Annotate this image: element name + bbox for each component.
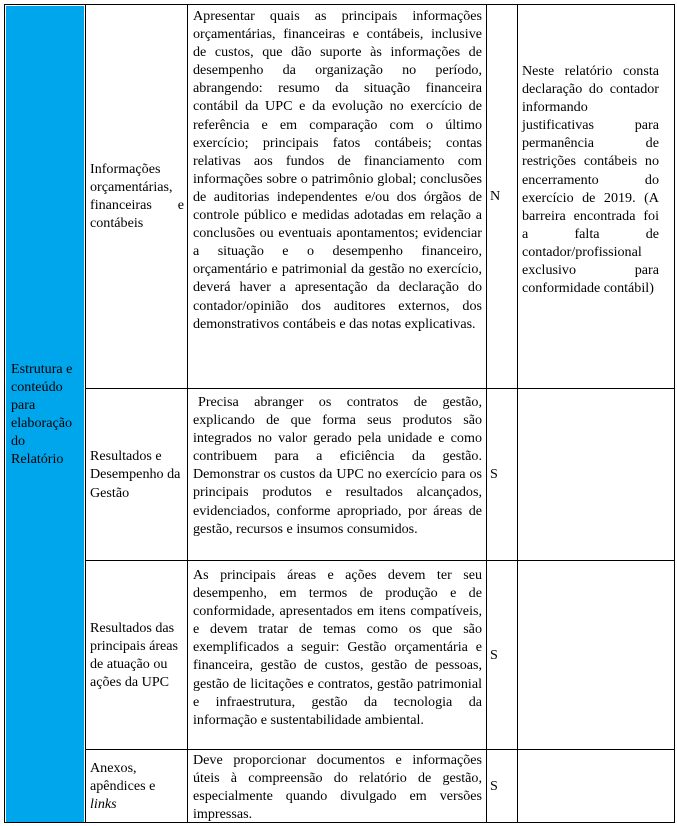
note-text: Neste relatório consta declaração do contador informando justificativas para permanência de restrições contábeis no encerramento do exercício de 2019. (A barreira encontrada foi a falta de contador/profissional exclusivo para conformidade contábil) xyxy=(522,63,659,297)
topic-label: Informações orçamentárias, financeiras e contábeis xyxy=(90,160,184,232)
table-border-left xyxy=(4,4,5,823)
topic-cell xyxy=(86,389,187,560)
section-label: Estrutura e conteúdo para elaboração do Relatório xyxy=(11,360,73,468)
status-value: S xyxy=(490,777,498,794)
description-text: Apresentar quais as principais informações orçamentárias, financeiras e contábeis, inclusive de custos, que dão suporte às informações de desempenho da organização no período, abrangendo: resumo da situação financeira contábil da UPC e da evolução no exercício de referência e em comparação com o último exercício; principais fatos contábeis; contas relativas aos fundos de financiamento com informações sobre o patrimônio global; conclusões de auditorias independentes e/ou dos órgãos de controle público e medidas adotadas em relação a conclusões ou eventuais apontamentos; evidenciar a situação e o desempenho financeiro, orçamentário e patrimonial da gestão no exercício, deverá haver a apresentação da declaração do contador/opinião dos auditores externos, dos demonstrativos contábeis e das notas explicativas. xyxy=(193,8,482,332)
column-divider xyxy=(187,4,188,823)
topic-label xyxy=(90,759,184,813)
section-cell xyxy=(6,6,84,822)
status-cell xyxy=(487,750,517,822)
note-cell xyxy=(518,750,674,822)
column-divider xyxy=(486,4,487,823)
status-cell xyxy=(487,561,517,749)
topic-label-italic: links xyxy=(90,796,117,813)
status-value: N xyxy=(490,187,501,204)
table-border-top xyxy=(4,4,675,5)
description-text: Deve proporcionar documentos e informações úteis à compreensão do relatório de gestão, especialmente quando divulgado em versões impressas. xyxy=(193,752,482,822)
status-value: S xyxy=(490,466,498,483)
description-cell xyxy=(188,5,486,387)
description-text: As principais áreas e ações devem ter seu desempenho, em termos de produção e de conformidade, apresentados em itens compatíveis, e devem tratar de temas como os que são exemplificados a seguir: Gestão orçamentária e financeira, gestão de custos, gestão de pessoas, gestão de licitações e contratos, gestão patrimonial e infraestrutura, gestão da tecnologia da informação e sustentabilidade ambiental. xyxy=(193,567,482,728)
note-cell xyxy=(518,561,674,749)
topic-cell xyxy=(86,561,187,749)
description-cell xyxy=(188,389,486,560)
note-cell xyxy=(518,389,674,560)
row-divider xyxy=(85,749,675,750)
column-divider xyxy=(85,4,86,823)
description-text: Precisa abranger os contratos de gestão, explicando de que forma seus produtos são integrados no valor gerado pela unidade e como contribuem para a eficiência da gestão. Demonstrar os custos da UPC no exercício para os principais produtos e resultados alcançados, evidenciados, conforme apropriado, por áreas de gestão, recursos e insumos consumidos. xyxy=(193,394,482,537)
description-cell xyxy=(188,750,486,822)
topic-label-prefix: Anexos, apêndices e xyxy=(90,759,156,794)
topic-label: Resultados das principais áreas de atuação ou ações da UPC xyxy=(90,619,179,691)
status-value: S xyxy=(490,646,498,663)
topic-cell xyxy=(86,5,187,387)
table-border-right xyxy=(674,4,675,823)
note-cell xyxy=(518,5,674,387)
topic-label: Resultados e Desempenho da Gestão xyxy=(90,448,181,501)
status-cell xyxy=(487,389,517,560)
topic-cell xyxy=(86,750,187,822)
table-border-bottom xyxy=(4,822,675,823)
row-divider xyxy=(85,388,675,389)
row-divider xyxy=(85,560,675,561)
status-cell xyxy=(487,5,517,387)
column-divider xyxy=(517,4,518,823)
description-cell xyxy=(188,561,486,749)
